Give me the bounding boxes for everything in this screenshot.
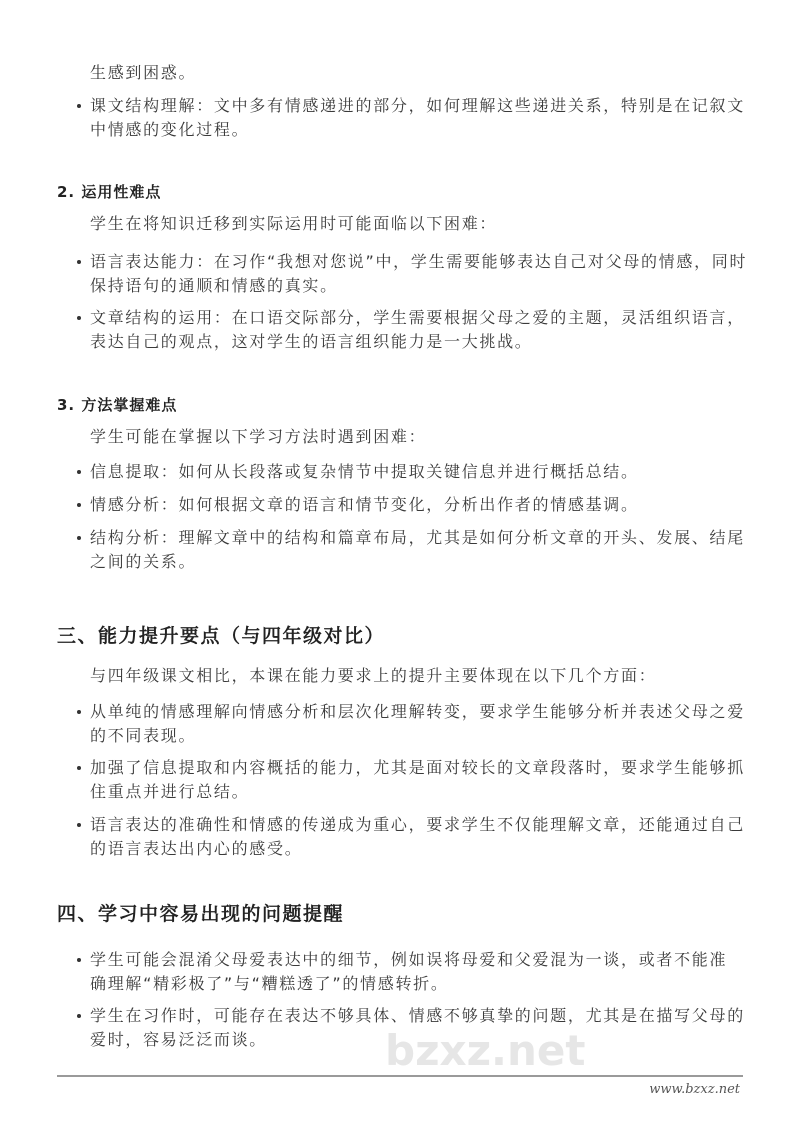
footer-url: www.bzxz.net xyxy=(649,1082,740,1097)
part-intro: 与四年级课文相比，本课在能力要求上的提升主要体现在以下几个方面： xyxy=(90,666,657,685)
list-item: 语言表达的准确性和情感的传递成为重心，要求学生不仅能理解文章，还能通过自己的语言表达出内心的感受。 xyxy=(90,813,758,861)
section-heading: 2. 运用性难点 xyxy=(57,183,162,201)
part-heading: 三、能力提升要点（与四年级对比） xyxy=(57,625,386,647)
list-item: 结构分析：理解文章中的结构和篇章布局，尤其是如何分析文章的开头、发展、结尾之间的关系。 xyxy=(90,526,758,574)
section-heading: 3. 方法掌握难点 xyxy=(57,396,178,414)
list-item: 学生可能会混淆父母爱表达中的细节，例如误将母爱和父爱混为一谈，或者不能准确理解“精彩极了”与“糟糕透了”的情感转折。 xyxy=(90,948,735,996)
list-item: 学生在习作时，可能存在表达不够具体、情感不够真挚的问题，尤其是在描写父母的爱时，容易泛泛而谈。 xyxy=(90,1004,758,1052)
list-item: 课文结构理解：文中多有情感递进的部分，如何理解这些递进关系，特别是在记叙文中情感的变化过程。 xyxy=(90,94,758,142)
list-item: 文章结构的运用：在口语交际部分，学生需要根据父母之爱的主题，灵活组织语言，表达自己的观点，这对学生的语言组织能力是一大挑战。 xyxy=(90,306,758,354)
section-intro: 学生在将知识迁移到实际运用时可能面临以下困难： xyxy=(90,214,498,233)
footer-divider xyxy=(57,1075,743,1077)
list-item: 加强了信息提取和内容概括的能力，尤其是面对较长的文章段落时，要求学生能够抓住重点并进行总结。 xyxy=(90,756,758,804)
section-intro: 学生可能在掌握以下学习方法时遇到困难： xyxy=(90,427,427,446)
list-item: 语言表达能力：在习作“我想对您说”中，学生需要能够表达自己对父母的情感，同时保持语句的通顺和情感的真实。 xyxy=(90,250,758,298)
list-item: 信息提取：如何从长段落或复杂情节中提取关键信息并进行概括总结。 xyxy=(90,460,758,484)
part-heading: 四、学习中容易出现的问题提醒 xyxy=(57,903,345,925)
list-item: 情感分析：如何根据文章的语言和情节变化，分析出作者的情感基调。 xyxy=(90,493,758,517)
watermark: bzxz.net xyxy=(385,1026,586,1075)
list-item: 从单纯的情感理解向情感分析和层次化理解转变，要求学生能够分析并表述父母之爱的不同表现。 xyxy=(90,700,758,748)
paragraph-continuation: 生感到困惑。 xyxy=(90,63,197,82)
